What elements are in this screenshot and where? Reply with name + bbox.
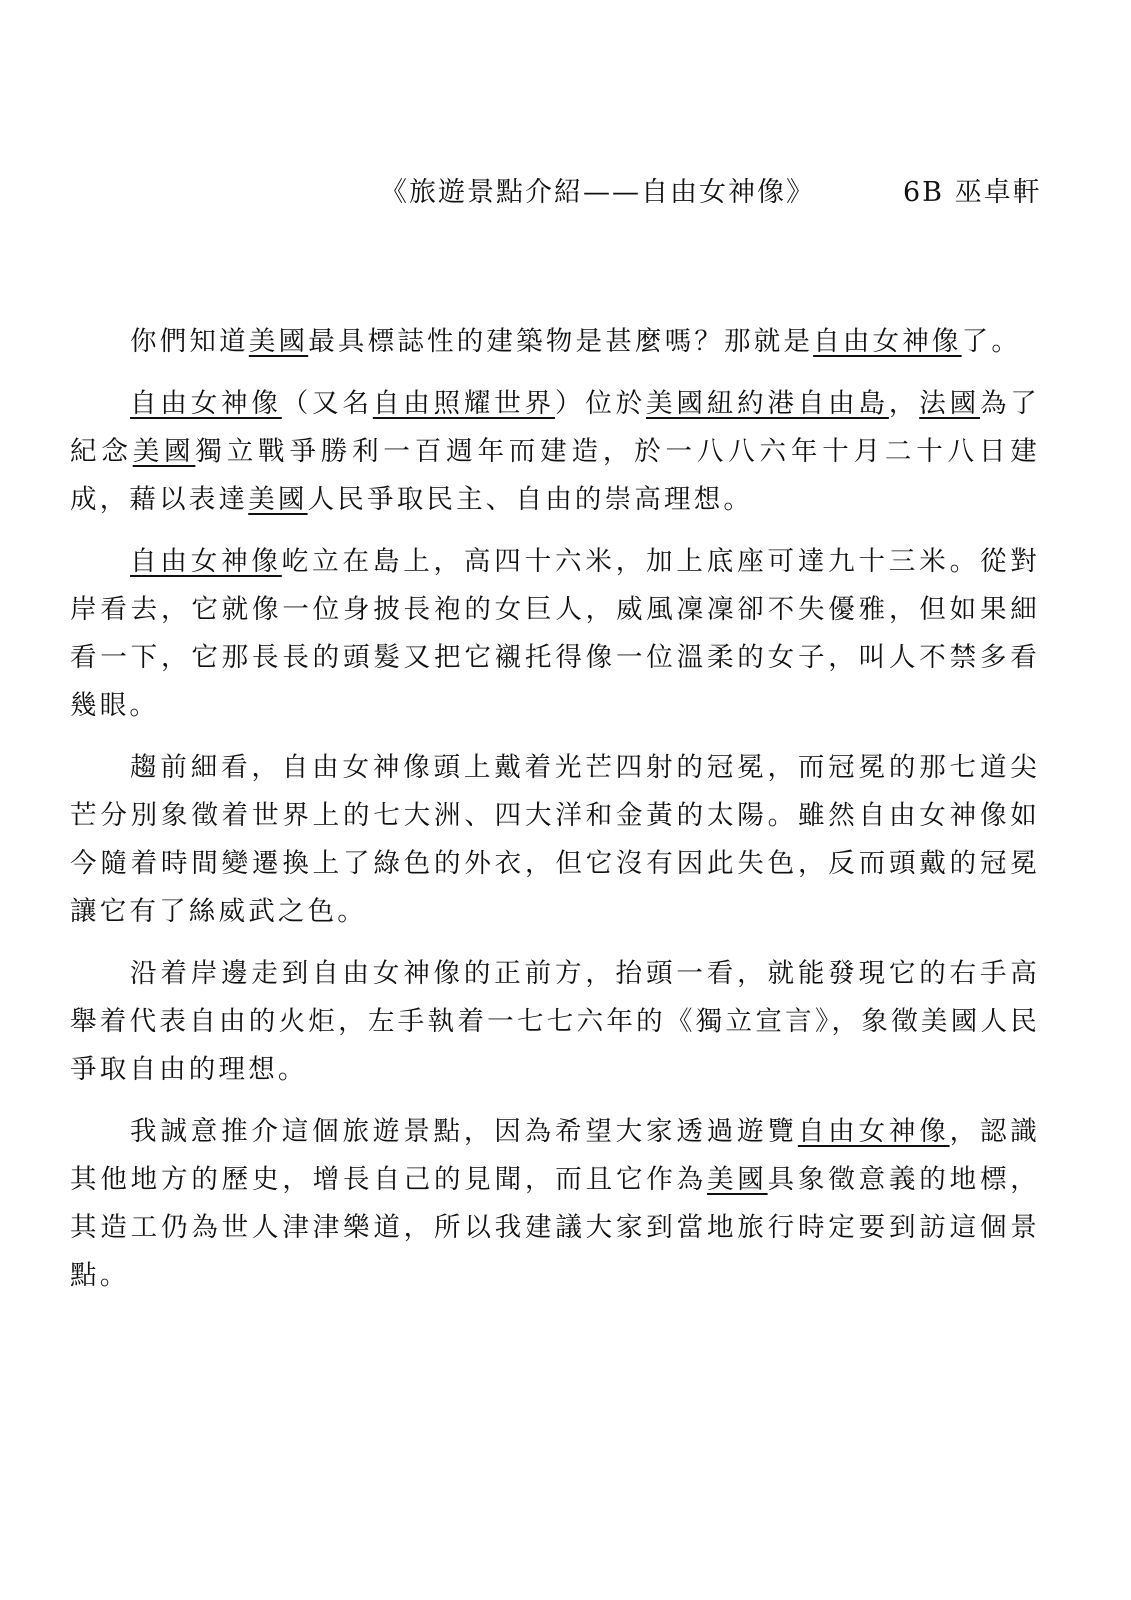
text-segment: 最具標誌性的建築物是甚麼嗎？那就是	[308, 326, 814, 357]
paragraph-5	[70, 950, 1040, 1094]
paragraph-6	[70, 1108, 1040, 1300]
paragraph-4	[70, 744, 1040, 936]
text-segment: ）位於	[554, 388, 647, 419]
underlined-term: 自由女神像	[797, 1116, 950, 1147]
underlined-term: 美國	[248, 326, 309, 357]
underlined-term: 美國	[132, 436, 196, 467]
underlined-term: 法國	[919, 388, 980, 419]
underlined-term: 自由女神像	[813, 326, 962, 357]
text-segment: 我誠意推介這個旅遊景點，因為希望大家透過遊覽	[130, 1116, 798, 1147]
text-segment: 具象徵意義的地標，其造工仍為世人津津樂道，所以我建議大家到當地旅行時定要到訪這個景點。	[70, 1164, 1040, 1291]
author-name: 6B 巫卓軒	[903, 177, 1042, 208]
text-segment: 趨前細看，自由女神像頭上戴着光芒四射的冠冕，而冠冕的那七道尖芒分別象徵着世界上的七大洲、四大洋和金黃的太陽。雖然自由女神像如今隨着時間變遷換上了綠色的外衣，但它沒有因此失色，反而頭戴的冠冕讓它有了絲威武之色。	[70, 752, 1040, 927]
text-segment: 了。	[961, 326, 1022, 357]
paragraph-1	[70, 318, 1040, 366]
underlined-term: 自由女神像	[130, 388, 282, 419]
text-segment: 獨立戰爭勝利一百週年而建造，於一八八六年十月二十八日建成，藉以表達	[70, 436, 1040, 515]
underlined-term: 自由女神像	[130, 546, 282, 577]
text-segment: ，認識其他地方的歷史，增長自己的見聞，而且它作為	[70, 1116, 1041, 1195]
document-title: 《旅遊景點介紹——自由女神像》	[380, 177, 815, 208]
essay-body	[70, 318, 1040, 1314]
title-line	[380, 170, 1042, 209]
text-segment: （又名	[281, 388, 373, 419]
underlined-term: 美國	[248, 484, 308, 515]
underlined-term: 美國	[706, 1164, 768, 1195]
text-segment: ，	[888, 388, 920, 419]
text-segment: 人民爭取民主、自由的崇高理想。	[307, 484, 754, 515]
paragraph-3	[70, 538, 1040, 730]
text-segment: 沿着岸邊走到自由女神像的正前方，抬頭一看，就能發現它的右手高舉着代表自由的火炬，左手執着一七七六年的《獨立宣言》，象徵美國人民爭取自由的理想。	[70, 958, 1040, 1085]
underlined-term: 美國紐約港自由島	[646, 388, 889, 419]
text-segment: 為了紀念	[70, 388, 1041, 467]
underlined-term: 自由照耀世界	[372, 388, 555, 419]
text-segment: 你們知道	[130, 326, 249, 357]
text-segment: 屹立在島上，高四十六米，加上底座可達九十三米。從對岸看去，它就像一位身披長袍的女巨人，威風凜凜卻不失優雅，但如果細看一下，它那長長的頭髮又把它襯托得像一位溫柔的女子，叫人不禁多看幾眼。	[70, 546, 1041, 721]
paragraph-2	[70, 380, 1040, 524]
